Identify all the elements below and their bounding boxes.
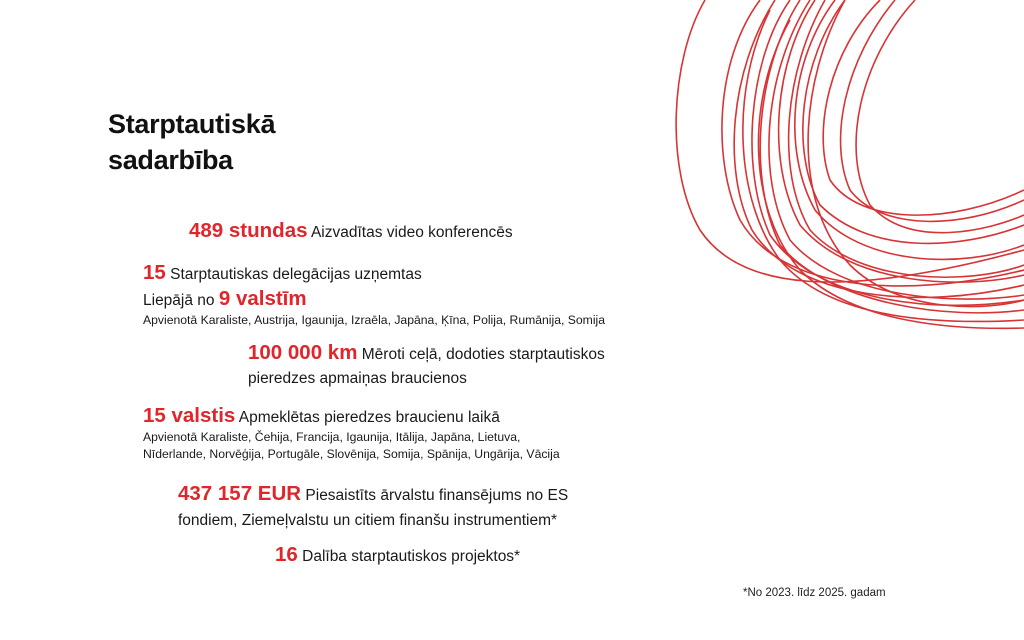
- stat-text: Piesaistīts ārvalstu finansējums no ES: [305, 487, 569, 504]
- stat-text: Apmeklētas pieredzes braucienu laikā: [238, 409, 500, 426]
- stat-funding: [178, 483, 568, 532]
- stat-projects: [275, 544, 520, 568]
- country-list: Apvienotā Karaliste, Austrija, Igaunija, Izraēla, Japāna, Ķīna, Polija, Rumānija, Somija: [143, 313, 606, 327]
- stat-distance: [248, 342, 605, 390]
- title-line-2: sadarbība: [108, 145, 233, 175]
- stat-value: 437 157 EUR: [178, 482, 302, 505]
- stat-value: 16: [275, 543, 298, 566]
- stat-text-line2: fondiem, Ziemeļvalstu un citiem finanšu instrumentiem*: [178, 512, 558, 529]
- stat-text-line2: Liepājā no: [143, 292, 215, 309]
- title-line-1: Starptautiskā: [108, 109, 276, 139]
- stat-value: 100 000 km: [248, 341, 358, 364]
- stat-text: Starptautiskas delegācijas uzņemtas: [170, 266, 422, 283]
- stat-delegations: [143, 262, 605, 329]
- stat-text: Aizvadītas video konferencēs: [310, 224, 513, 241]
- country-list-line2: Nīderlande, Norvēģija, Portugāle, Slovēnija, Somija, Spānija, Ungārija, Vācija: [143, 447, 560, 461]
- stat-countries-visited: [143, 405, 560, 463]
- stat-value: 15 valstis: [143, 404, 236, 427]
- stat-value: 15: [143, 261, 166, 284]
- stat-value-2: 9 valstīm: [218, 287, 307, 310]
- page-title: [108, 106, 275, 178]
- stat-video-conferences: [189, 220, 513, 244]
- stat-value: 489 stundas: [189, 219, 308, 242]
- stat-text-line2: pieredzes apmaiņas braucienos: [248, 370, 467, 387]
- stat-text: Dalība starptautiskos projektos*: [302, 548, 521, 565]
- country-list-line1: Apvienotā Karaliste, Čehija, Francija, Igaunija, Itālija, Japāna, Lietuva,: [143, 430, 521, 444]
- stat-text: Mēroti ceļā, dodoties starptautiskos: [361, 346, 605, 363]
- footnote: *No 2023. līdz 2025. gadam: [743, 587, 886, 599]
